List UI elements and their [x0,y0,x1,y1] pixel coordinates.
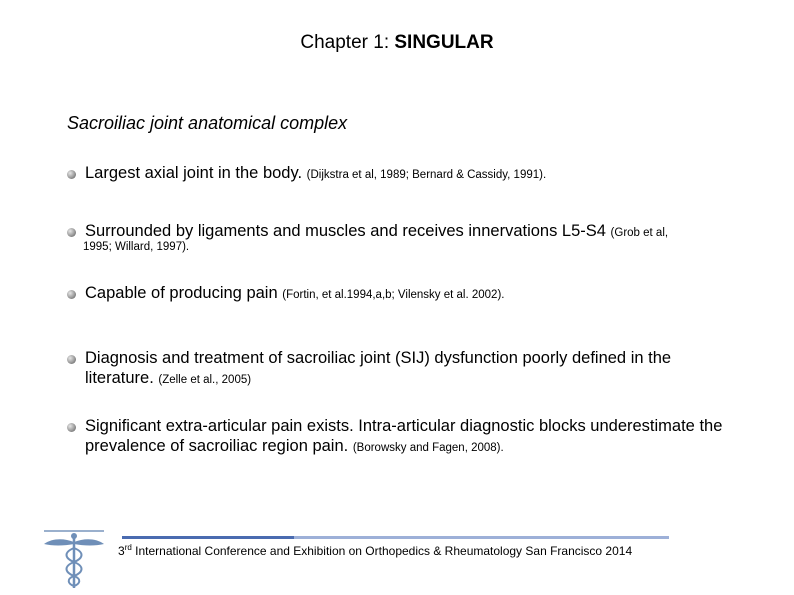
bullet-citation: (Borowsky and Fagen, 2008). [352,442,504,454]
title-prefix: Chapter 1: [300,32,395,53]
bullet-icon [67,290,76,299]
footer-conference: International Conference and Exhibition on Orthopedics & Rheumatology San Francisco 2014 [131,544,633,558]
bullet-text: Capable of producing pain [85,284,283,302]
footer-divider-accent [122,536,294,539]
page-title [0,32,794,54]
section-subtitle: Sacroiliac joint anatomical complex [67,113,348,133]
title-bold: SINGULAR [394,32,494,53]
bullet-citation-wrap: 1995; Willard, 1997). [83,241,190,253]
bullet-text: Diagnosis and treatment of sacroiliac joint (SIJ) dysfunction poorly defined in the literature. [85,349,672,387]
bullet-citation: (Zelle et al., 2005) [158,374,252,386]
bullet-citation: (Fortin, et al.1994,a,b; Vilensky et al. 2002). [282,289,505,301]
caduceus-icon [38,524,110,590]
list-item-text [85,283,730,305]
footer-ordinal-suffix: rd [124,543,132,552]
bullet-icon [67,170,76,179]
list-item-text [85,163,730,185]
list-item-text [85,416,730,458]
bullet-text: Largest axial joint in the body. [85,164,307,182]
bullet-text: Surrounded by ligaments and muscles and receives innervations L5-S4 [85,222,611,240]
list-item-text [85,348,730,390]
bullet-citation: (Grob et al, [610,227,669,239]
bullet-icon [67,355,76,364]
bullet-text: Significant extra-articular pain exists. Intra-articular diagnostic blocks underestimate the prevalence of sacroiliac region pain. [85,417,723,455]
footer-text [118,543,632,558]
bullet-citation: (Dijkstra et al, 1989; Bernard & Cassidy, 1991). [306,169,547,181]
bullet-icon [67,228,76,237]
footer-ordinal: 3 [118,544,125,558]
bullet-icon [67,423,76,432]
